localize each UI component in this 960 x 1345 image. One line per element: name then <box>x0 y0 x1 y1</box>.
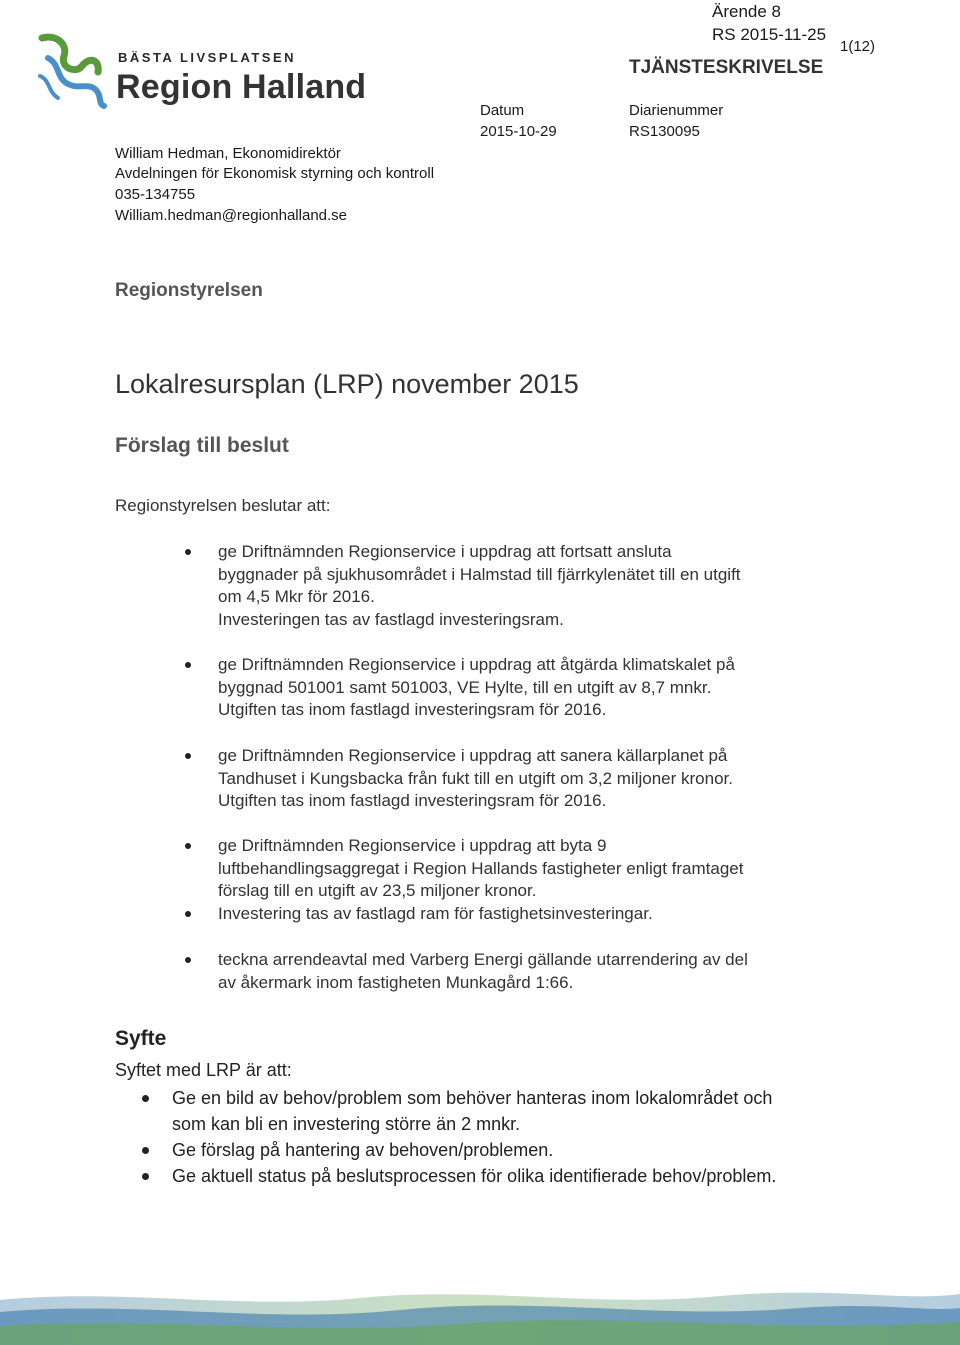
region-halland-logo <box>38 30 368 110</box>
syfte-list <box>136 1085 776 1189</box>
page-number: 1(12) <box>840 38 876 55</box>
list-item <box>136 1137 776 1163</box>
decision-line: teckna arrendeavtal med Varberg Energi gällande utarrendering av del <box>218 950 748 969</box>
recipient: Regionstyrelsen <box>115 280 263 301</box>
decision-line: Tandhuset i Kungsbacka från fukt till en utgift om 3,2 miljoner kronor. <box>218 768 733 788</box>
decision-item <box>180 745 820 813</box>
decision-line: Investeringen tas av fastlagd investeringsram. <box>218 609 564 629</box>
region-halland-emblem-icon <box>38 30 110 110</box>
decision-line: Utgiften tas inom fastlagd investeringsram för 2016. <box>218 791 607 810</box>
decision-line: byggnader på sjukhusområdet i Halmstad till fjärrkylenätet till en utgift <box>218 564 741 584</box>
decision-line: byggnad 501001 samt 501003, VE Hylte, till en utgift av 8,7 mnkr. <box>218 677 712 697</box>
syfte-line: som kan bli en investering större än 2 mnkr. <box>172 1114 521 1134</box>
decision-line: luftbehandlingsaggregat i Region Hallands fastigheter enligt framtaget <box>218 858 744 878</box>
list-item <box>136 1085 776 1137</box>
syfte-line: Ge aktuell status på beslutsprocessen för olika identifierade behov/problem. <box>172 1166 777 1186</box>
decision-item <box>180 835 820 903</box>
sender-name: William Hedman, Ekonomidirektör <box>115 145 341 162</box>
decision-item <box>180 541 820 631</box>
decision-item <box>180 654 820 722</box>
syfte-intro: Syftet med LRP är att: <box>115 1060 292 1080</box>
decision-item <box>180 903 820 926</box>
datum-label: Datum <box>480 102 525 119</box>
rs-date: RS 2015-11-25 <box>712 25 827 44</box>
decision-line: Investering tas av fastlagd ram för fastighetsinvesteringar. <box>218 904 653 923</box>
decision-intro: Regionstyrelsen beslutar att: <box>115 496 331 515</box>
decision-line: ge Driftnämnden Regionservice i uppdrag att byta 9 <box>218 836 607 855</box>
sender-phone: 035-134755 <box>115 186 196 203</box>
list-item <box>136 1163 776 1189</box>
decision-line: förslag till en utgift av 23,5 miljoner kronor. <box>218 881 537 900</box>
arende-number: Ärende 8 <box>712 2 781 21</box>
sender-email: William.hedman@regionhalland.se <box>115 207 348 224</box>
proposal-heading: Förslag till beslut <box>115 434 289 457</box>
page-title: Lokalresursplan (LRP) november 2015 <box>115 369 579 399</box>
logo-tagline: BÄSTA LIVSPLATSEN <box>118 50 297 65</box>
decision-line: ge Driftnämnden Regionservice i uppdrag att sanera källarplanet på <box>218 746 728 765</box>
decision-line: om 4,5 Mkr för 2016. <box>218 587 375 606</box>
decision-line: ge Driftnämnden Regionservice i uppdrag att åtgärda klimatskalet på <box>218 655 735 674</box>
decision-line: ge Driftnämnden Regionservice i uppdrag att fortsatt ansluta <box>218 542 672 561</box>
sender-department: Avdelningen för Ekonomisk styrning och kontroll <box>115 165 435 182</box>
diarienummer-label: Diarienummer <box>629 102 724 119</box>
decision-line: Utgiften tas inom fastlagd investeringsram för 2016. <box>218 700 607 719</box>
syfte-line: Ge en bild av behov/problem som behöver hanteras inom lokalområdet och <box>172 1088 773 1108</box>
syfte-heading: Syfte <box>115 1027 167 1050</box>
diarienummer-value: RS130095 <box>629 123 700 140</box>
decision-item <box>180 949 820 994</box>
logo-name: Region Halland <box>116 68 367 106</box>
datum-value: 2015-10-29 <box>480 123 557 140</box>
document-type: TJÄNSTESKRIVELSE <box>629 57 824 78</box>
footer-wave-decoration <box>0 1280 960 1345</box>
decision-line: av åkermark inom fastigheten Munkagård 1:66. <box>218 972 574 992</box>
syfte-line: Ge förslag på hantering av behoven/problemen. <box>172 1140 554 1160</box>
